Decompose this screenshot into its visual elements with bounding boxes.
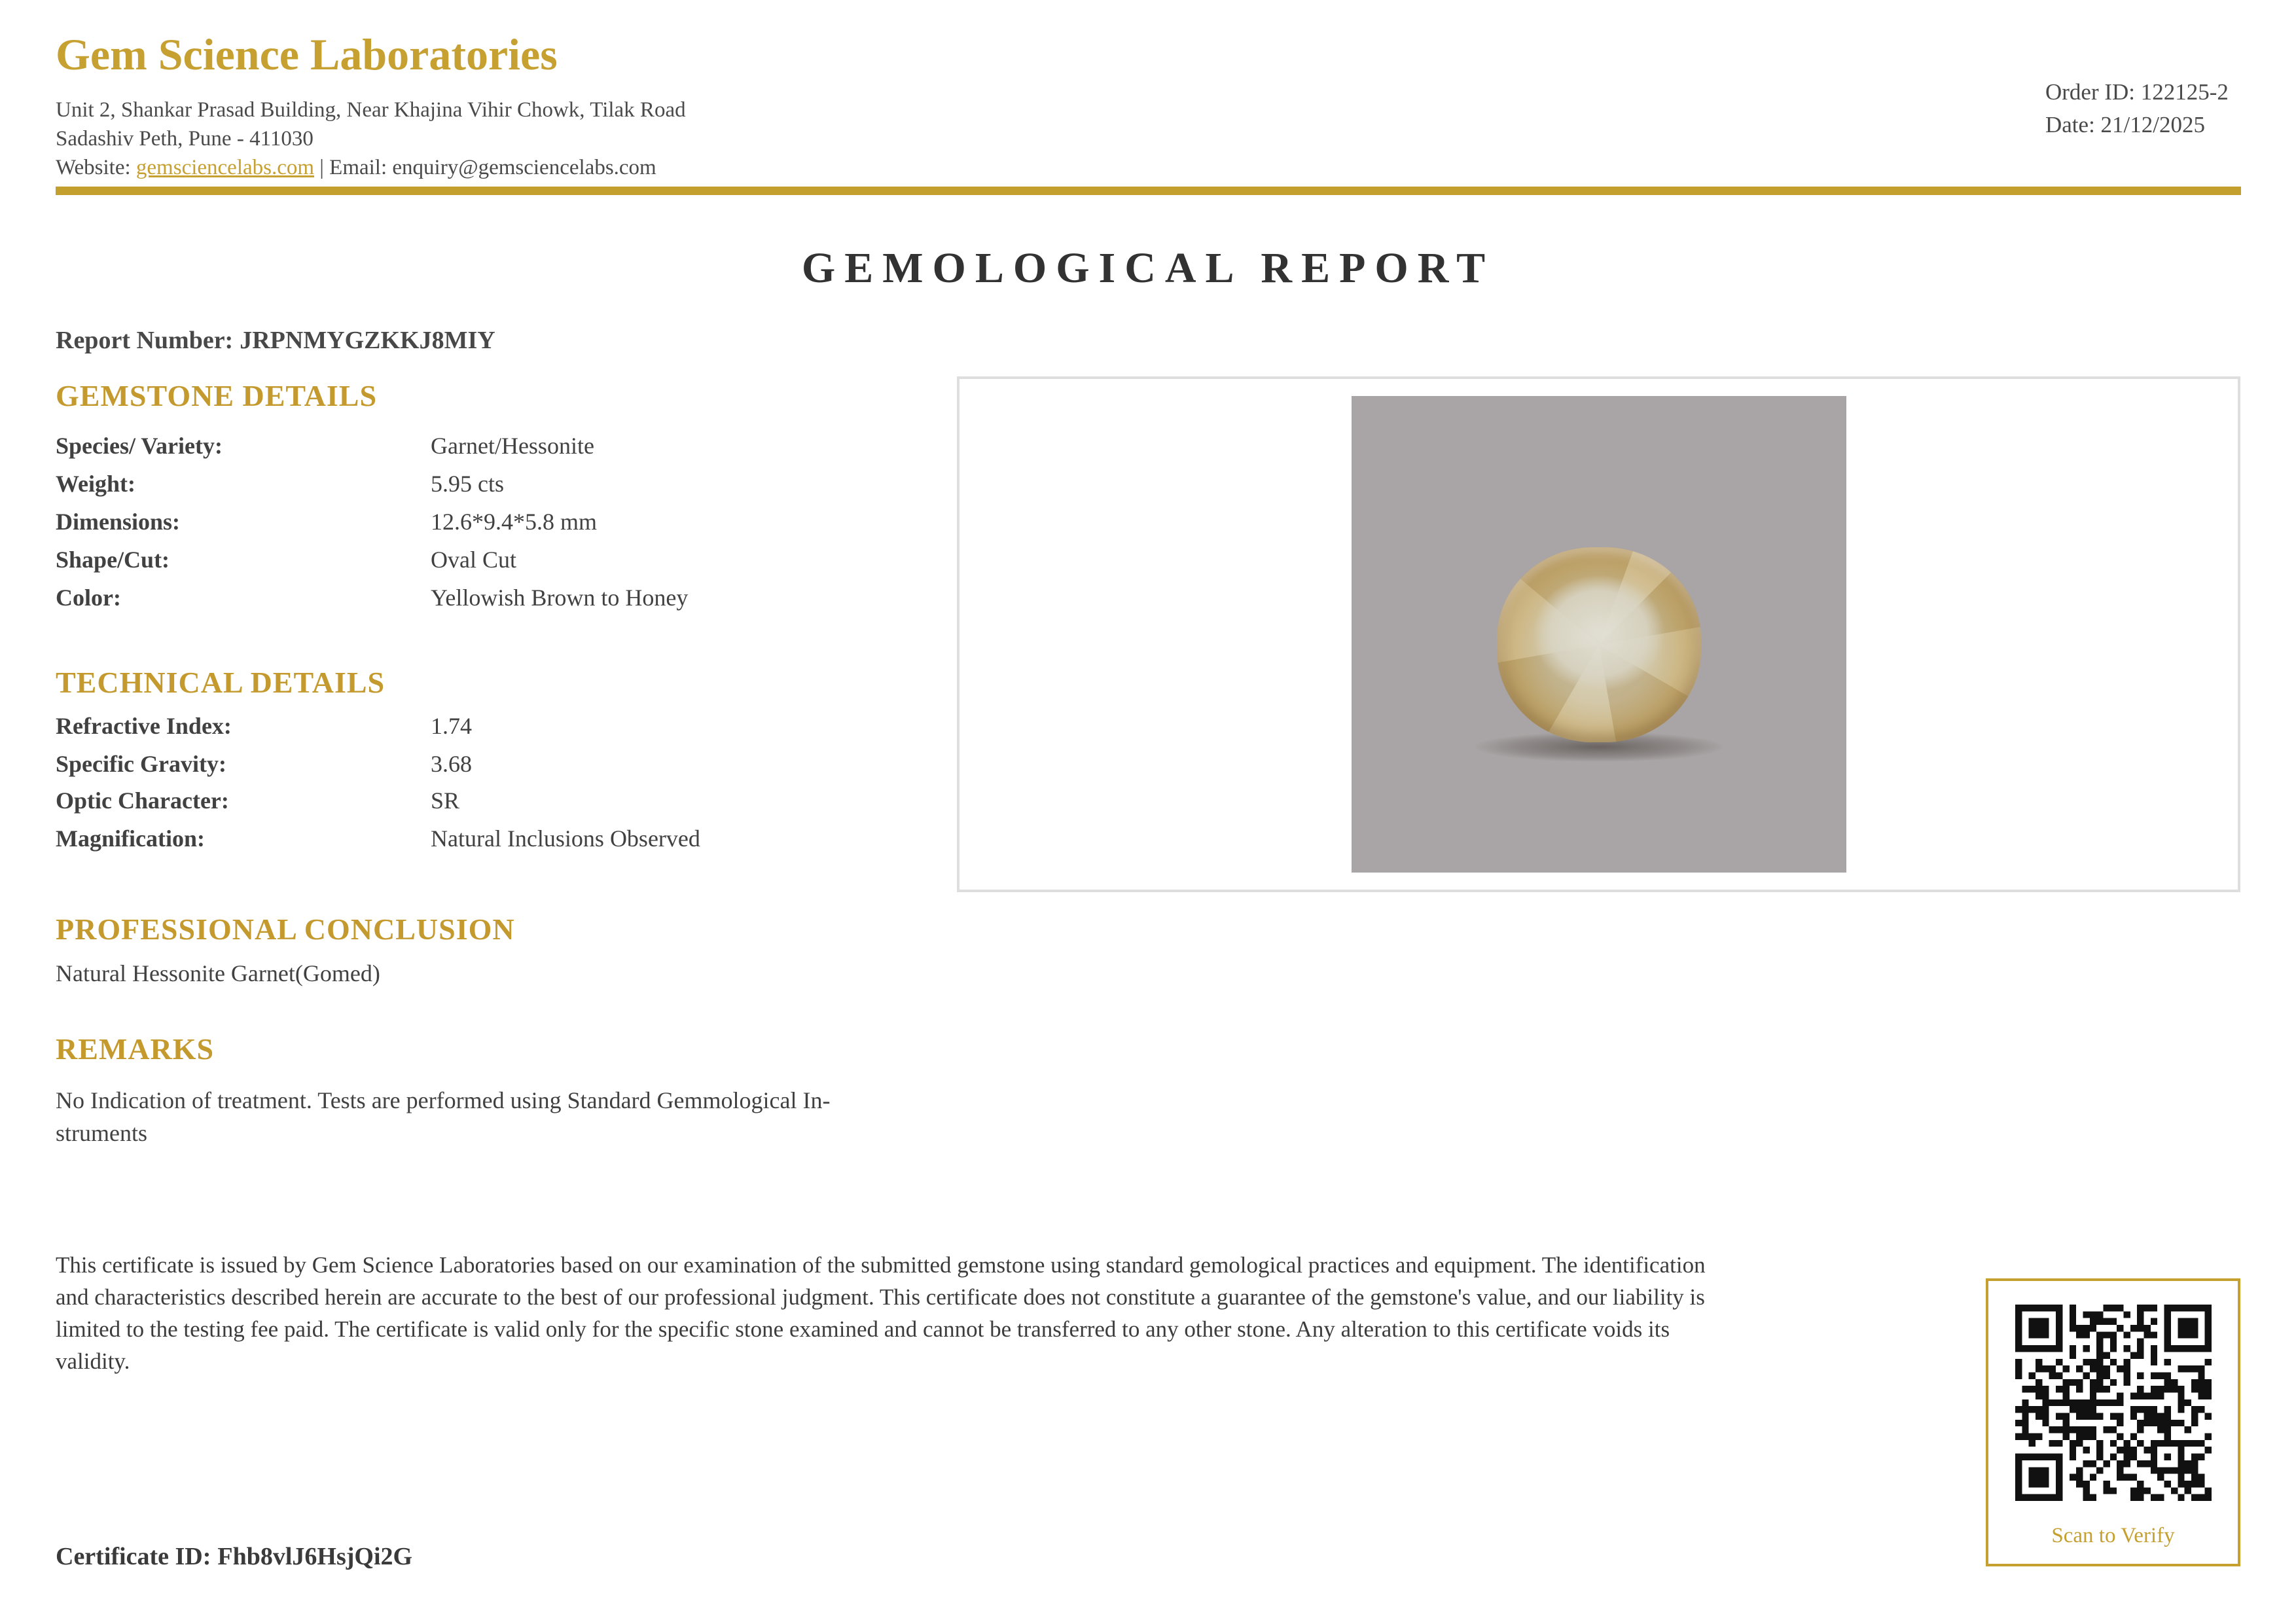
detail-value: Yellowish Brown to Honey (431, 585, 689, 611)
lab-contact-line (56, 156, 656, 180)
certificate-id-label: Certificate ID: (56, 1543, 211, 1570)
report-number-label: Report Number: (56, 327, 234, 354)
remarks-heading: REMARKS (56, 1032, 215, 1066)
detail-label: Magnification: (56, 825, 205, 852)
certificate-id-value: Fhb8vlJ6HsjQi2G (217, 1543, 413, 1570)
detail-row-shape (56, 546, 516, 573)
email-value: enquiry@gemsciencelabs.com (392, 156, 656, 179)
detail-row-optic-character (56, 787, 459, 814)
detail-value: Natural Inclusions Observed (431, 825, 700, 852)
email-label: Email: (329, 156, 393, 179)
remarks-line1: No Indication of treatment. Tests are performed using Standard Gemmological In- (56, 1087, 831, 1113)
disclaimer-paragraph: This certificate is issued by Gem Science Laboratories based on our examination of the submitted gemstone using standard gemological practices and equipment. The identification and characteristics described herein are accurate to the best of our professional judgment. This certificate does not constitute a guarantee of the gemstone's value, and our liability is limited to the testing fee paid. The certificate is valid only for the specific stone examined and cannot be transferred to any other stone. Any alteration to this certificate voids its validity. (56, 1252, 1706, 1374)
detail-value: SR (431, 787, 460, 814)
qr-code-icon (2015, 1305, 2212, 1501)
detail-row-magnification (56, 825, 700, 852)
report-number-value: JRPNMYGZKKJ8MIY (240, 327, 495, 354)
detail-row-weight (56, 470, 504, 497)
lab-address-line2: Sadashiv Peth, Pune - 411030 (56, 127, 314, 151)
order-info-block (2045, 76, 2229, 141)
order-id-label: Order ID: (2045, 79, 2136, 105)
detail-value: 1.74 (431, 713, 472, 739)
technical-details-heading: TECHNICAL DETAILS (56, 666, 386, 699)
detail-label: Optic Character: (56, 787, 229, 814)
detail-value: 12.6*9.4*5.8 mm (431, 509, 598, 535)
lab-address-line1: Unit 2, Shankar Prasad Building, Near Khajina Vihir Chowk, Tilak Road (56, 98, 686, 122)
order-id-value: 122125-2 (2140, 79, 2229, 105)
detail-value: Garnet/Hessonite (431, 433, 594, 459)
gem-photo (1352, 396, 1846, 873)
qr-caption: Scan to Verify (2051, 1524, 2175, 1547)
date-value: 21/12/2025 (2100, 112, 2205, 137)
detail-label: Refractive Index: (56, 713, 232, 739)
gem-image-box (957, 376, 2240, 892)
detail-value: 3.68 (431, 751, 472, 777)
detail-value: 5.95 cts (431, 471, 504, 497)
header-divider-bar (56, 187, 2241, 195)
remarks-line2: struments (56, 1120, 147, 1146)
qr-verify-box (1986, 1278, 2240, 1566)
detail-row-color (56, 584, 688, 611)
gemstone-details-heading: GEMSTONE DETAILS (56, 379, 378, 412)
detail-label: Specific Gravity: (56, 751, 226, 777)
detail-label: Dimensions: (56, 509, 181, 535)
report-number-line (56, 326, 495, 355)
detail-label: Shape/Cut: (56, 547, 170, 573)
date-label: Date: (2045, 112, 2095, 137)
report-title: GEMOLOGICAL REPORT (801, 244, 1495, 292)
gem-stone-image (1497, 547, 1701, 742)
detail-row-dimensions (56, 508, 597, 535)
detail-value: Oval Cut (431, 547, 516, 573)
detail-row-refractive-index (56, 712, 472, 740)
detail-label: Species/ Variety: (56, 433, 223, 459)
detail-row-specific-gravity (56, 750, 472, 778)
lab-name: Gem Science Laboratories (56, 29, 558, 79)
certificate-id-line (56, 1542, 412, 1571)
detail-label: Color: (56, 585, 121, 611)
professional-conclusion-heading: PROFESSIONAL CONCLUSION (56, 912, 515, 946)
website-label: Website: (56, 156, 136, 179)
detail-label: Weight: (56, 471, 135, 497)
order-id-line (2045, 76, 2229, 109)
detail-row-species (56, 432, 594, 460)
website-link[interactable]: gemsciencelabs.com (135, 156, 315, 179)
order-date-line (2045, 109, 2229, 141)
conclusion-text: Natural Hessonite Garnet(Gomed) (56, 960, 380, 986)
contact-separator: | (314, 156, 330, 179)
